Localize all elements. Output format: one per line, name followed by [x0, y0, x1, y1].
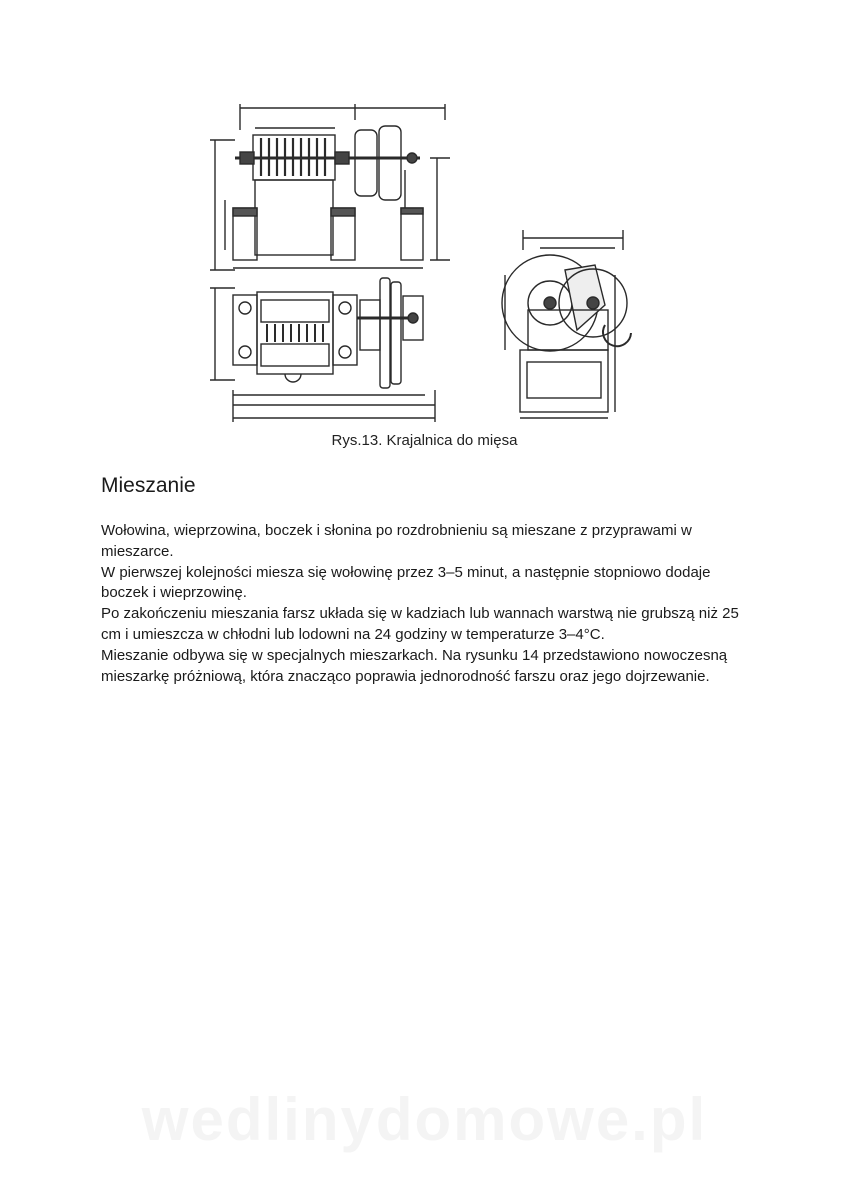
front-view-drawing	[210, 104, 450, 270]
figure-caption: Rys.13. Krajalnica do mięsa	[331, 432, 518, 449]
section-heading: Mieszanie	[101, 474, 196, 497]
paragraph-4: Mieszanie odbywa się w specjalnych mieszarkach. Na rysunku 14 przedstawiono nowoczesną mieszarkę próżniową, która znacząco poprawia jednorodność farszu oraz jego dojrzewanie.	[101, 646, 728, 685]
side-view-drawing	[502, 230, 631, 418]
paragraph-1: Wołowina, wieprzowina, boczek i słonina po rozdrobnieniu są mieszane z przyprawami w mieszarce.	[101, 522, 692, 560]
figure-meat-slicer-drawing	[205, 100, 645, 422]
plan-view-drawing	[210, 278, 435, 422]
paragraph-3: Po zakończeniu mieszania farsz układa się w kadziach lub wannach warstwą nie grubszą niż 25 cm i umieszcza w chłodni lub lodowni na 24 godziny w temperaturze 3–4°C.	[101, 605, 739, 643]
paragraph-2: W pierwszej kolejności miesza się wołowinę przez 3–5 minut, a następnie stopniowo dodaje boczek i wieprzowinę.	[101, 563, 711, 602]
watermark: wedlinydomowe.pl	[141, 1086, 708, 1153]
body-text	[101, 521, 751, 687]
